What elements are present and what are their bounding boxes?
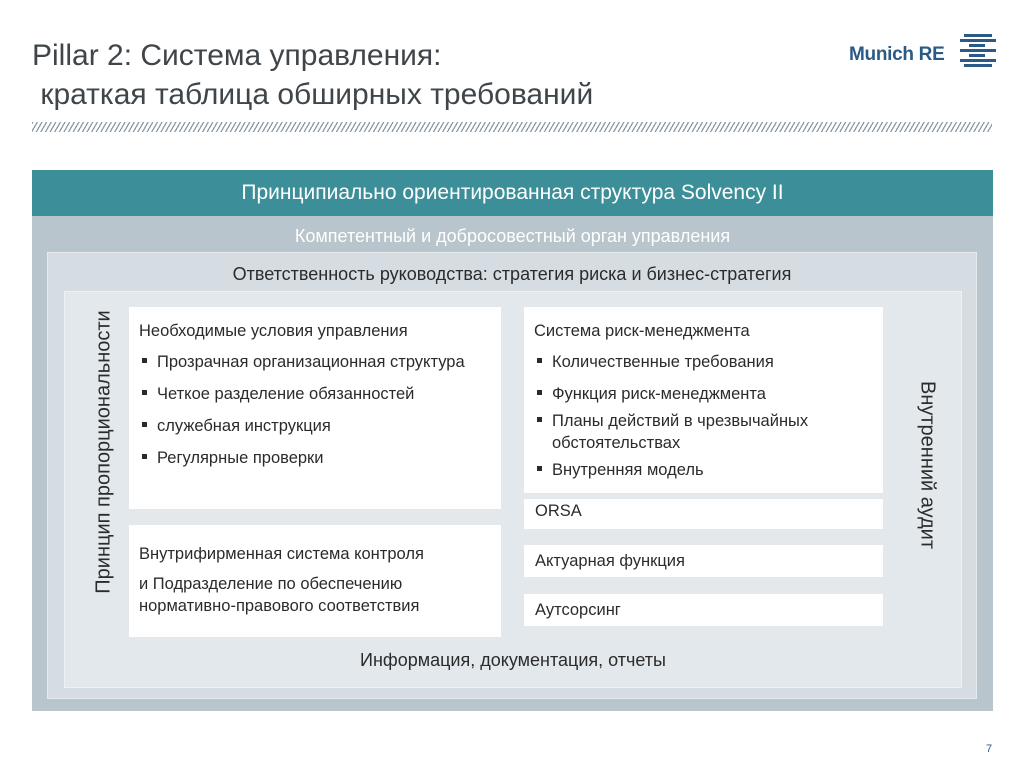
- information-footer-label: Информация, документация, отчеты: [360, 650, 666, 670]
- structure-header: Принципиально ориентированная структура Solvency II: [32, 170, 993, 216]
- list-item: Планы действий в чрезвычайных обстоятельствах: [534, 410, 883, 454]
- list-item: Функция риск-менеджмента: [534, 383, 883, 405]
- list-item: Прозрачная организационная структура: [139, 351, 501, 373]
- risk-management-title: Система риск-менеджмента: [534, 322, 750, 340]
- munich-re-logo: [849, 34, 997, 68]
- management-responsibility-label: Ответственность руководства: стратегия риска и бизнес-стратегия: [232, 264, 792, 284]
- solvency-structure-frame: [32, 170, 993, 711]
- inner-frame: [64, 291, 962, 688]
- bullet-icon: [142, 422, 147, 427]
- governance-requirements-title: Необходимые условия управления: [139, 322, 408, 340]
- list-item: Количественные требования: [534, 351, 883, 373]
- governance-body-label: Компетентный и добросовестный орган управления: [294, 226, 731, 246]
- internal-control-box: [129, 525, 501, 637]
- hatched-divider: [32, 122, 992, 132]
- bullet-icon: [537, 390, 542, 395]
- page-number: 7: [986, 743, 993, 755]
- management-frame: [47, 252, 977, 699]
- outsourcing-box: Аутсорсинг: [524, 594, 883, 626]
- governance-requirements-box: [129, 307, 501, 509]
- internal-audit-label: Внутренний аудит: [916, 380, 939, 550]
- bullet-icon: [537, 466, 542, 471]
- list-item: Внутренняя модель: [534, 459, 883, 481]
- orsa-box: ORSA: [524, 499, 883, 529]
- bullet-icon: [142, 454, 147, 459]
- bullet-icon: [537, 358, 542, 363]
- risk-management-box: [524, 307, 883, 493]
- munich-re-logo-icon: [960, 34, 996, 68]
- bullet-icon: [537, 417, 542, 422]
- internal-control-line: Внутрифирменная система контроля: [139, 545, 424, 563]
- compliance-line: и Подразделение по обеспечению нормативно-правового соответствия: [139, 575, 420, 615]
- list-item: Регулярные проверки: [139, 447, 501, 469]
- slide-title: Pillar 2: Система управления: краткая таблица обширных требований: [32, 39, 594, 111]
- proportionality-principle-label: Принцип пропорциональности: [92, 310, 115, 594]
- bullet-icon: [142, 390, 147, 395]
- list-item: Четкое разделение обязанностей: [139, 383, 501, 405]
- logo-text: Munich RE: [849, 44, 945, 65]
- bullet-icon: [142, 358, 147, 363]
- list-item: служебная инструкция: [139, 415, 501, 437]
- actuarial-function-box: Актуарная функция: [524, 545, 883, 577]
